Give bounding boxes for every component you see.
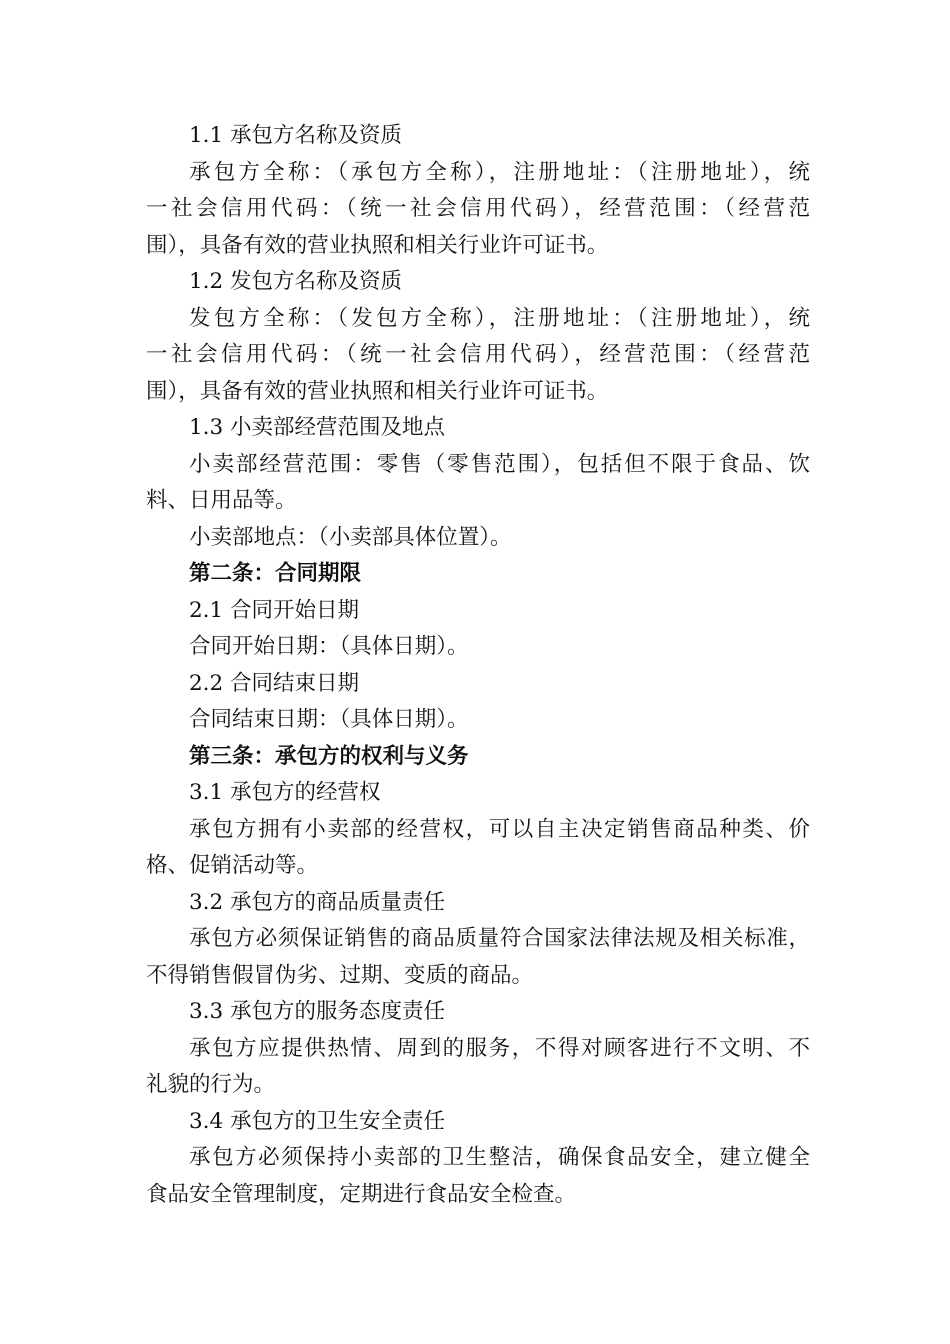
text-line: 承包方应提供热情、周到的服务，不得对顾客进行不文明、不 bbox=[189, 1035, 810, 1061]
text-line: 小卖部经营范围：零售（零售范围），包括但不限于食品、饮 bbox=[189, 451, 810, 477]
text-line: 1.1 承包方名称及资质 bbox=[189, 123, 403, 148]
text-line: 合同结束日期：（具体日期）。 bbox=[189, 707, 469, 732]
section-heading: 第三条：承包方的权利与义务 bbox=[189, 743, 469, 769]
text-line: 小卖部地点：（小卖部具体位置）。 bbox=[189, 524, 512, 550]
text-line: 3.1 承包方的经营权 bbox=[189, 780, 381, 805]
text-line: 承包方全称：（承包方全称），注册地址：（注册地址），统 bbox=[189, 159, 810, 185]
text-line: 不得销售假冒伪劣、过期、变质的商品。 bbox=[146, 962, 534, 988]
text-line: 承包方必须保持小卖部的卫生整洁，确保食品安全，建立健全 bbox=[189, 1145, 810, 1170]
text-line: 1.3 小卖部经营范围及地点 bbox=[189, 415, 446, 440]
text-line: 3.3 承包方的服务态度责任 bbox=[189, 999, 446, 1024]
text-line: 2.1 合同开始日期 bbox=[189, 597, 360, 623]
text-line: 一社会信用代码：（统一社会信用代码），经营范围：（经营范 bbox=[146, 342, 810, 367]
text-line: 承包方必须保证销售的商品质量符合国家法律法规及相关标准， bbox=[189, 926, 810, 951]
text-line: 围），具备有效的营业执照和相关行业许可证书。 bbox=[146, 378, 609, 404]
text-line: 料、日用品等。 bbox=[146, 488, 297, 513]
text-line: 承包方拥有小卖部的经营权，可以自主决定销售商品种类、价 bbox=[189, 816, 810, 842]
section-heading: 第二条：合同期限 bbox=[189, 561, 362, 586]
text-line: 3.4 承包方的卫生安全责任 bbox=[189, 1108, 446, 1134]
text-line: 发包方全称：（发包方全称），注册地址：（注册地址），统 bbox=[189, 305, 810, 331]
text-line: 合同开始日期：（具体日期）。 bbox=[189, 634, 469, 659]
text-line: 一社会信用代码：（统一社会信用代码），经营范围：（经营范 bbox=[146, 196, 810, 221]
text-line: 围），具备有效的营业执照和相关行业许可证书。 bbox=[146, 232, 609, 258]
text-line: 1.2 发包方名称及资质 bbox=[189, 269, 403, 294]
text-line: 2.2 合同结束日期 bbox=[189, 670, 360, 696]
text-line: 食品安全管理制度，定期进行食品安全检查。 bbox=[146, 1181, 577, 1207]
document-page bbox=[146, 118, 810, 1213]
text-line: 3.2 承包方的商品质量责任 bbox=[189, 889, 446, 915]
text-line: 礼貌的行为。 bbox=[146, 1072, 276, 1097]
text-line: 格、促销活动等。 bbox=[146, 853, 319, 878]
